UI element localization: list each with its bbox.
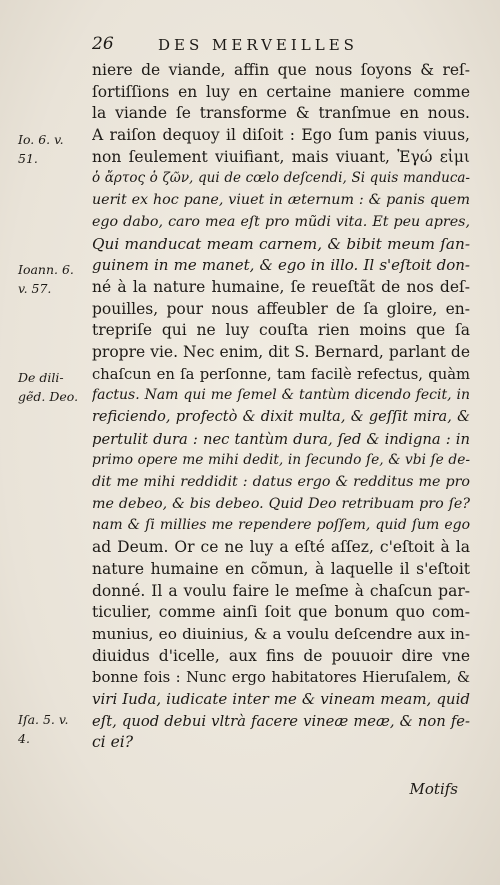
text-line: guinem in me manet, & ego in illo. Il s'eſtoit don- <box>92 256 470 275</box>
text-line: Qui manducat meam carnem, & bibit meum ſan- <box>92 234 470 253</box>
margin-note: Io. 6. v. 51. <box>18 132 64 166</box>
text-line: primo opere me mihi dedit, in ſecundo ſe, & vbi ſe de- <box>92 452 470 469</box>
text-line: me debeo, & bis debeo. Quid Deo retribuam pro ſe? <box>92 495 470 512</box>
text-line: ci ei? <box>92 733 134 752</box>
text-line: uerit ex hoc pane, viuet in æternum : & panis quem <box>92 192 470 209</box>
text-line: pouilles, pour nous affeubler de ſa gloire, en- <box>92 299 470 318</box>
text-line: niere de viande, affin que nous ſoyons & reſ- <box>92 61 470 79</box>
catchword: Motifs <box>409 780 458 798</box>
text-line: ὁ ἄρτος ὁ ζῶν, qui de cœlo deſcendi, Si quis manduca- <box>92 170 470 187</box>
text-line: eſt, quod debui vltrà facere vineæ meæ, & non fe- <box>92 712 470 730</box>
text-line: ticulier, comme ainſi ſoit que bonum quo com- <box>92 603 470 622</box>
text-line: non ſeulement viuifiant, mais viuant, Ἐγώ εἰμι <box>92 147 470 166</box>
text-line: munius, eo diuinius, & a voulu deſcendre aux in- <box>92 624 470 643</box>
text-line: reficiendo, profectò & dixit multa, & geſſit mira, & <box>92 409 470 425</box>
text-line: nam & ſi millies me rependere poſſem, quid ſum ego <box>92 517 470 534</box>
running-title: DES MERVEILLES <box>158 36 358 54</box>
text-line: la viande ſe transforme & tranſmue en nous. <box>92 104 470 123</box>
text-line: dit me mihi reddidit : datus ergo & redditus me pro <box>92 474 470 491</box>
text-line: nature humaine en cõmun, à laquelle il s'eſtoit <box>92 559 470 578</box>
margin-note: Ioann. 6. v. 57. <box>18 262 74 296</box>
margin-note: De dili- gẽd. Deo. <box>18 370 79 404</box>
text-line: viri Iuda, iudicate inter me & vineam meam, quid <box>92 689 470 708</box>
text-line: trepriſe qui ne luy couſta rien moins que ſa <box>92 321 470 340</box>
main-text <box>92 60 470 754</box>
text-line: factus. Nam qui me ſemel & tantùm dicendo fecit, in <box>92 387 470 404</box>
text-line: chaſcun en ſa perſonne, tam facilè refectus, quàm <box>92 365 470 383</box>
page-number: 26 <box>92 34 114 54</box>
text-line: propre vie. Nec enim, dit S. Bernard, parlant de <box>92 342 470 361</box>
page-header <box>92 34 472 56</box>
text-line: pertulit dura : nec tantùm dura, ſed & indigna : in <box>92 430 470 448</box>
text-line: A raiſon dequoy il diſoit : Ego ſum panis viuus, <box>92 126 470 145</box>
text-line: diuidus d'icelle, aux fins de pouuoir dire vne <box>92 646 470 665</box>
text-line: ſortiſſions en luy en certaine maniere comme <box>92 82 470 101</box>
text-line: ego dabo, caro mea eſt pro mũdi vita. Et peu apres, <box>92 213 470 230</box>
text-line: ad Deum. Or ce ne luy a eſté aſſez, c'eſtoit à la <box>92 538 470 557</box>
text-line: donné. Il a voulu faire le meſme à chaſcun par- <box>92 581 470 600</box>
margin-note: Iſa. 5. v. 4. <box>18 712 69 746</box>
text-line: bonne fois : Nunc ergo habitatores Hieruſalem, & <box>92 669 470 687</box>
text-line: né à la nature humaine, ſe reueſtãt de nos deſ- <box>92 277 470 296</box>
